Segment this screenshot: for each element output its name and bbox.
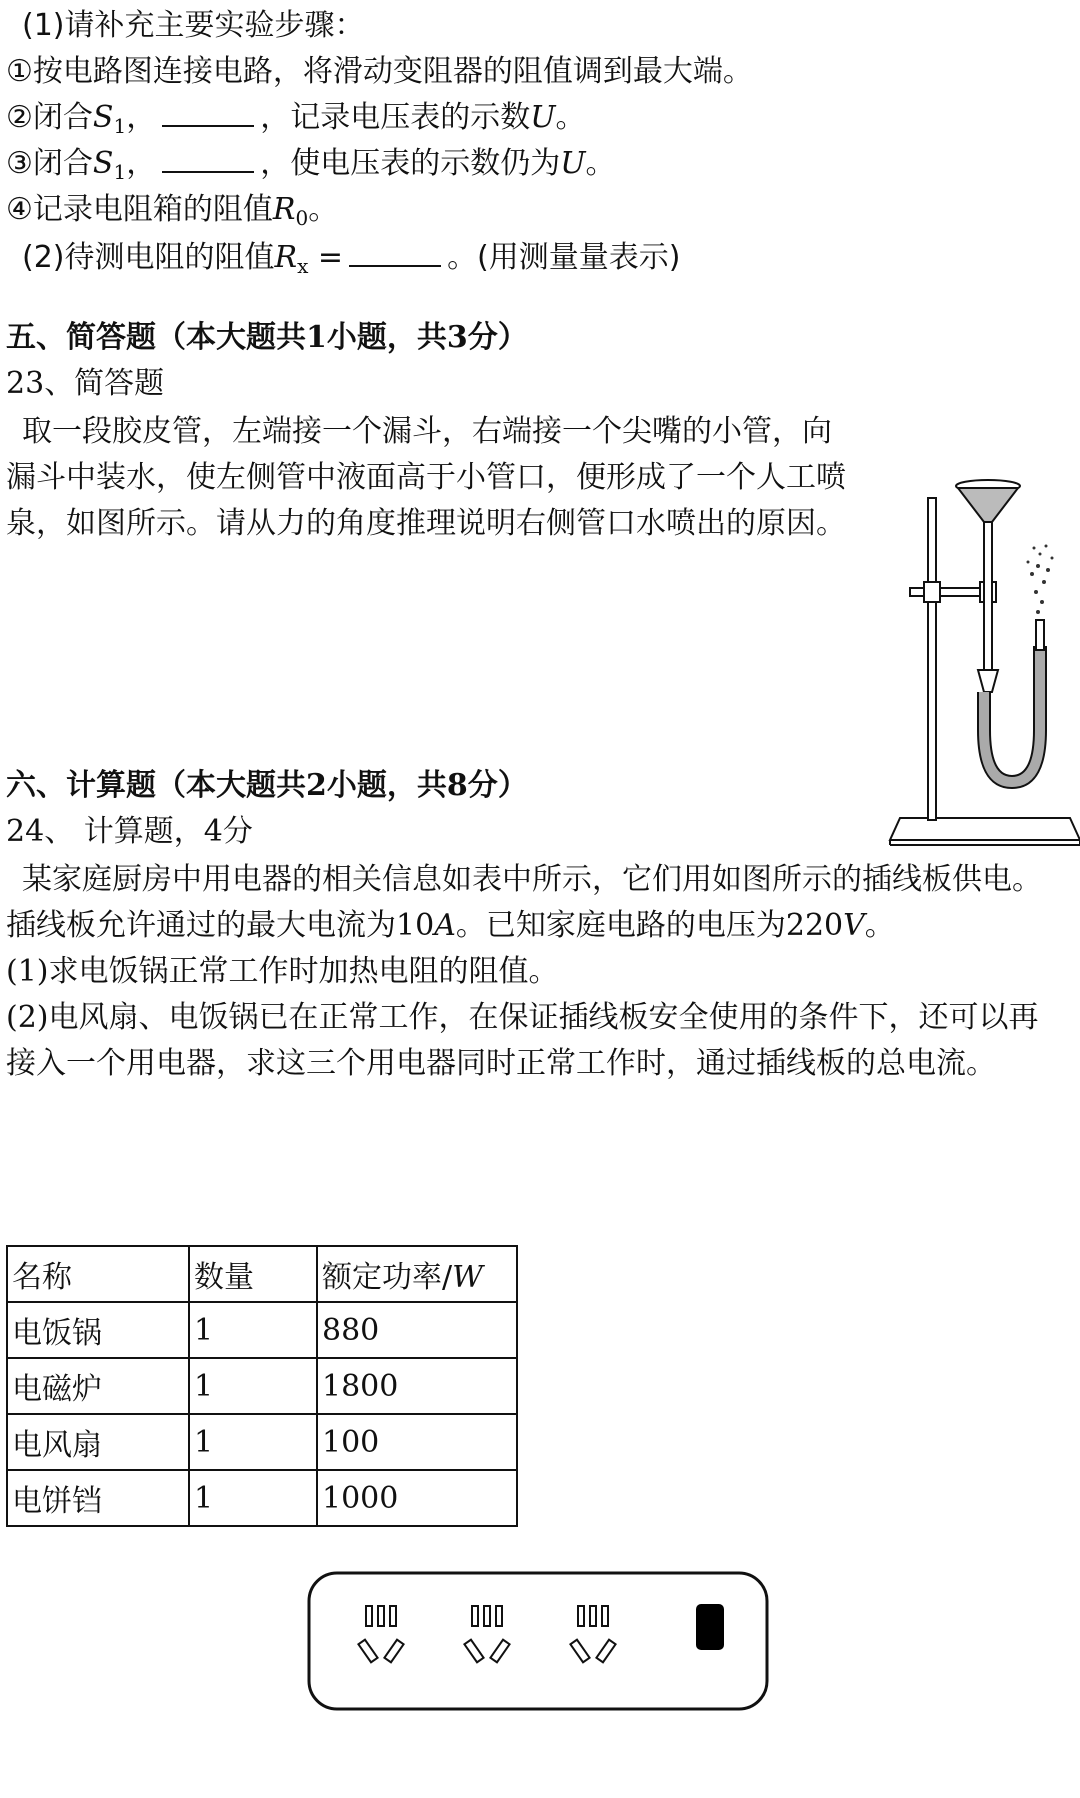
step-2-blank[interactable]	[162, 99, 254, 127]
header-name: 名称	[7, 1246, 189, 1302]
step-3-blank[interactable]	[162, 145, 254, 173]
table-row	[7, 1302, 517, 1358]
sub-question-2-text-1: 电风扇、电饭锅已在正常工作，在保证插线板安全使用的条件下，还可以再	[48, 1000, 1039, 1035]
q2-end: 。(用测量量表示)	[447, 240, 681, 275]
appliance-table	[6, 1245, 518, 1527]
step-1: ①按电路图连接电路，将滑动变阻器的阻值调到最大端。	[6, 54, 753, 89]
sub-question-2	[6, 998, 1039, 1038]
step-3-text-a: ③闭合	[6, 146, 93, 181]
header-power-label: 额定功率/	[322, 1260, 453, 1295]
step-4-text-a: ④记录电阻箱的阻值	[6, 192, 273, 227]
table-row	[7, 1414, 517, 1470]
header-quantity: 数量	[189, 1246, 317, 1302]
question-24-body-1: 某家庭厨房中用电器的相关信息如表中所示，它们用如图所示的插线板供电。	[22, 862, 1042, 897]
step-4-symbol: R	[272, 192, 296, 227]
step-2-text-c: ，记录电压表的示数	[260, 100, 531, 135]
cell-power: 880	[317, 1302, 517, 1358]
q2-equals: =	[317, 240, 344, 275]
sub-question-2-line-2: 接入一个用电器，求这三个用电器同时正常工作时，通过插线板的总电流。	[6, 1046, 996, 1081]
max-current-value: 10	[396, 908, 435, 943]
cell-name: 电风扇	[7, 1414, 189, 1470]
section-5-heading	[6, 318, 528, 358]
section-5-heading-b: 小题，共	[326, 320, 447, 355]
section-6-heading-b: 小题，共	[326, 768, 447, 803]
q2-text-a: (2)待测电阻的阻值	[22, 240, 275, 275]
sub-question-1-text: 求电饭锅正常工作时加热电阻的阻值。	[48, 954, 559, 989]
step-3	[6, 144, 616, 192]
body-2-text-a: 插线板允许通过的最大电流为	[6, 908, 396, 943]
cell-power: 1800	[317, 1358, 517, 1414]
power-switch-icon	[696, 1604, 724, 1650]
q2-symbol: R	[274, 240, 298, 275]
q2-subscript: x	[297, 254, 309, 278]
cell-quantity: 1	[189, 1414, 317, 1470]
section-5-heading-c: 分）	[467, 320, 528, 355]
sub-question-1	[6, 952, 559, 992]
step-2-subscript: 1	[113, 114, 127, 138]
cell-quantity: 1	[189, 1302, 317, 1358]
question-24-score: 4	[203, 814, 223, 849]
fountain-apparatus-illustration	[880, 470, 1080, 850]
power-strip-illustration	[306, 1570, 770, 1716]
step-4	[6, 190, 338, 238]
step-4-end: 。	[308, 192, 339, 227]
table-row	[7, 1358, 517, 1414]
step-2-end: 。	[555, 100, 586, 135]
body-2-text-b: 。已知家庭电路的电压为	[455, 908, 786, 943]
question-24-number: 24	[6, 814, 45, 849]
cell-name: 电磁炉	[7, 1358, 189, 1414]
step-2-text-a: ②闭合	[6, 100, 93, 135]
cell-power: 1000	[317, 1470, 517, 1526]
question-24-score-unit: 分	[222, 814, 253, 849]
table-header-row	[7, 1246, 517, 1302]
section-5-heading-a: 五、简答题（本大题共	[6, 320, 306, 355]
question-23-number: 23	[6, 366, 45, 401]
step-3-text-c: ，使电压表的示数仍为	[260, 146, 561, 181]
cell-quantity: 1	[189, 1358, 317, 1414]
question-23-body-1: 取一段胶皮管，左端接一个漏斗，右端接一个尖嘴的小管，向	[22, 414, 832, 449]
section-6-heading-c: 分）	[467, 768, 528, 803]
q2-blank[interactable]	[349, 239, 441, 267]
section-6-count: 2	[306, 768, 327, 803]
question-23-body-2: 漏斗中装水，使左侧管中液面高于小管口，便形成了一个人工喷	[6, 460, 846, 495]
question-24-label: 、 计算题，	[44, 814, 204, 849]
step-2	[6, 98, 586, 146]
step-3-comma: ，	[126, 146, 157, 181]
body-2-end: 。	[864, 908, 895, 943]
sub-question-2-number: (2)	[6, 1000, 49, 1035]
question-24-body-2	[6, 906, 895, 946]
table-row	[7, 1470, 517, 1526]
step-3-end: 。	[585, 146, 616, 181]
step-3-subscript: 1	[113, 160, 127, 184]
question-24-title	[6, 812, 253, 852]
cell-name: 电饭锅	[7, 1302, 189, 1358]
q2-line	[22, 238, 680, 286]
section-6-score: 8	[446, 768, 468, 803]
step-2-comma: ，	[126, 100, 157, 135]
sub-question-1-number: (1)	[6, 954, 49, 989]
voltage-value: 220	[785, 908, 844, 943]
cell-power: 100	[317, 1414, 517, 1470]
section-6-heading	[6, 766, 528, 806]
max-current-unit: A	[434, 908, 456, 943]
header-power	[317, 1246, 517, 1302]
cell-name: 电饼铛	[7, 1470, 189, 1526]
section-5-score: 3	[446, 320, 468, 355]
step-2-symbol: S	[92, 100, 114, 135]
question-23-title	[6, 364, 164, 404]
q1-intro: (1)请补充主要实验步骤：	[22, 8, 365, 43]
question-23-body-3: 泉，如图所示。请从力的角度推理说明右侧管口水喷出的原因。	[6, 506, 846, 541]
step-4-subscript: 0	[295, 206, 309, 230]
header-power-unit: W	[452, 1260, 483, 1295]
step-3-var: U	[560, 146, 586, 181]
section-5-count: 1	[306, 320, 327, 355]
step-3-symbol: S	[92, 146, 114, 181]
step-2-var: U	[530, 100, 556, 135]
section-6-heading-a: 六、计算题（本大题共	[6, 768, 306, 803]
cell-quantity: 1	[189, 1470, 317, 1526]
voltage-unit: V	[843, 908, 865, 943]
question-23-label: 、简答题	[44, 366, 165, 401]
